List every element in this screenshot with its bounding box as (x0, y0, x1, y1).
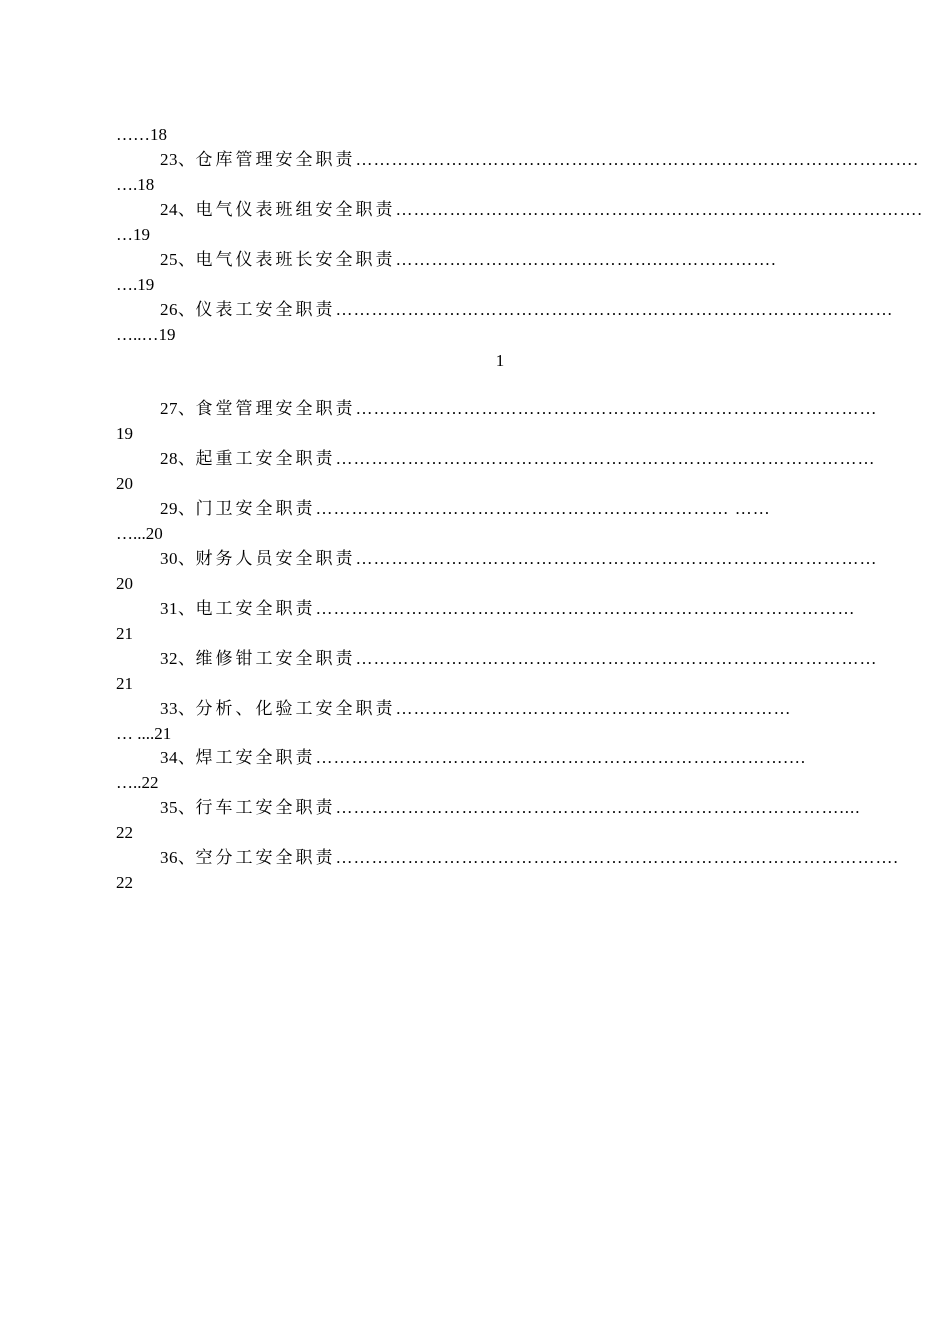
toc-entry-30[interactable] (160, 548, 878, 570)
toc-entry-28[interactable] (160, 448, 876, 470)
toc-entry-33-page (116, 723, 860, 745)
toc-entry-35[interactable] (160, 797, 860, 819)
toc-entry-title: 仓库管理安全职责 (195, 150, 356, 169)
toc-entry-34-page (116, 772, 860, 794)
toc-entry-34[interactable] (160, 747, 860, 769)
toc-entry-title: 门卫安全职责 (195, 499, 316, 518)
toc-entry-36-page (116, 872, 860, 894)
toc-page-ref: 19 (116, 424, 133, 443)
toc-entry-35-page (116, 822, 860, 844)
toc-entry-number: 31、 (160, 599, 196, 618)
toc-entry-29[interactable] (160, 498, 860, 520)
page-number: 1 (495, 351, 505, 370)
toc-leader: …………………………………………………………………………… (355, 549, 878, 568)
toc-entry-number: 36、 (160, 848, 196, 867)
toc-page-ref: … ....21 (116, 724, 172, 743)
toc-entry-31[interactable] (160, 598, 860, 620)
toc-entry-24-page (116, 224, 860, 246)
toc-entry-title: 焊工安全职责 (195, 748, 316, 767)
toc-page-ref: 22 (116, 823, 133, 842)
toc-entry-number: 24、 (160, 200, 196, 219)
toc-entry-title: 分析、化验工安全职责 (195, 699, 396, 718)
toc-entry-27[interactable] (160, 398, 878, 420)
toc-leader: …………………………………………………………………………… (355, 649, 878, 668)
toc-page-ref: 22 (116, 873, 133, 892)
toc-page-ref: 21 (116, 674, 133, 693)
toc-entry-26-page (116, 324, 860, 346)
toc-entry-number: 26、 (160, 300, 196, 319)
toc-page-ref: …19 (116, 225, 150, 244)
toc-entry-title: 电工安全职责 (195, 599, 316, 618)
toc-entry-title: 空分工安全职责 (195, 848, 336, 867)
toc-page-ref: 20 (116, 574, 133, 593)
toc-entry-number: 29、 (160, 499, 196, 518)
toc-entry-number: 34、 (160, 748, 196, 767)
toc-entry-title: 起重工安全职责 (195, 449, 336, 468)
toc-leader: …………………………………………………………………………………. (355, 150, 919, 169)
toc-leader: ……………………………………………………………………………… (315, 599, 856, 618)
toc-page-ref: …..…19 (116, 325, 176, 344)
toc-page-ref: 21 (116, 624, 133, 643)
toc-entry-title: 电气仪表班组安全职责 (195, 200, 396, 219)
toc-entry-title: 财务人员安全职责 (195, 549, 356, 568)
toc-page-ref: …...20 (116, 524, 163, 543)
toc-entry-23[interactable] (160, 149, 919, 171)
toc-leader: ………………………………………………………… (395, 699, 792, 718)
toc-leader: ………………………………………………………………………….... (335, 798, 861, 817)
toc-page-ref: 20 (116, 474, 133, 493)
toc-leader: …………………………………………………………………….… (315, 748, 807, 767)
toc-page-ref: …..22 (116, 773, 159, 792)
toc-entry-25-page (116, 274, 860, 296)
toc-page-ref: ….19 (116, 275, 155, 294)
toc-entry-number: 30、 (160, 549, 196, 568)
toc-entry-title: 食堂管理安全职责 (195, 399, 356, 418)
toc-entry-number: 28、 (160, 449, 196, 468)
toc-entry-number: 32、 (160, 649, 196, 668)
toc-entry-number: 23、 (160, 150, 196, 169)
toc-entry-title: 仪表工安全职责 (195, 300, 336, 319)
toc-entry-33[interactable] (160, 698, 860, 720)
toc-entry-36[interactable] (160, 847, 899, 869)
toc-entry-number: 25、 (160, 250, 196, 269)
toc-page-ref: ……18 (116, 125, 167, 144)
toc-leader: …………………………………………………………………………………. (335, 848, 899, 867)
toc-leader: ……………………………………………………………………………… (335, 449, 876, 468)
toc-leader: ………………………………………………………………………………… (335, 300, 894, 319)
toc-entry-title: 电气仪表班长安全职责 (195, 250, 396, 269)
toc-entry-title: 维修钳工安全职责 (195, 649, 356, 668)
toc-entry-29-page (116, 523, 860, 545)
toc-leader: ……………………………………………………………………………. (395, 200, 923, 219)
toc-entry-25[interactable] (160, 249, 860, 271)
toc-entry-26[interactable] (160, 299, 894, 321)
toc-continued-page (116, 124, 860, 146)
toc-entry-32-page (116, 673, 860, 695)
toc-entry-number: 33、 (160, 699, 196, 718)
toc-leader: …………………………………………………………………………… (355, 399, 878, 418)
toc-entry-28-page (116, 473, 860, 495)
toc-leader: …………………………….………..………………. (395, 250, 777, 269)
toc-page-ref: ….18 (116, 175, 155, 194)
toc-leader: …………………………………………………………… …… (315, 499, 771, 518)
toc-entry-30-page (116, 573, 860, 595)
toc-entry-27-page (116, 423, 860, 445)
toc-entry-23-page (116, 174, 860, 196)
toc-entry-32[interactable] (160, 648, 878, 670)
toc-entry-31-page (116, 623, 860, 645)
toc-entry-number: 27、 (160, 399, 196, 418)
toc-entry-title: 行车工安全职责 (195, 798, 336, 817)
toc-entry-number: 35、 (160, 798, 196, 817)
toc-entry-24[interactable] (160, 199, 923, 221)
